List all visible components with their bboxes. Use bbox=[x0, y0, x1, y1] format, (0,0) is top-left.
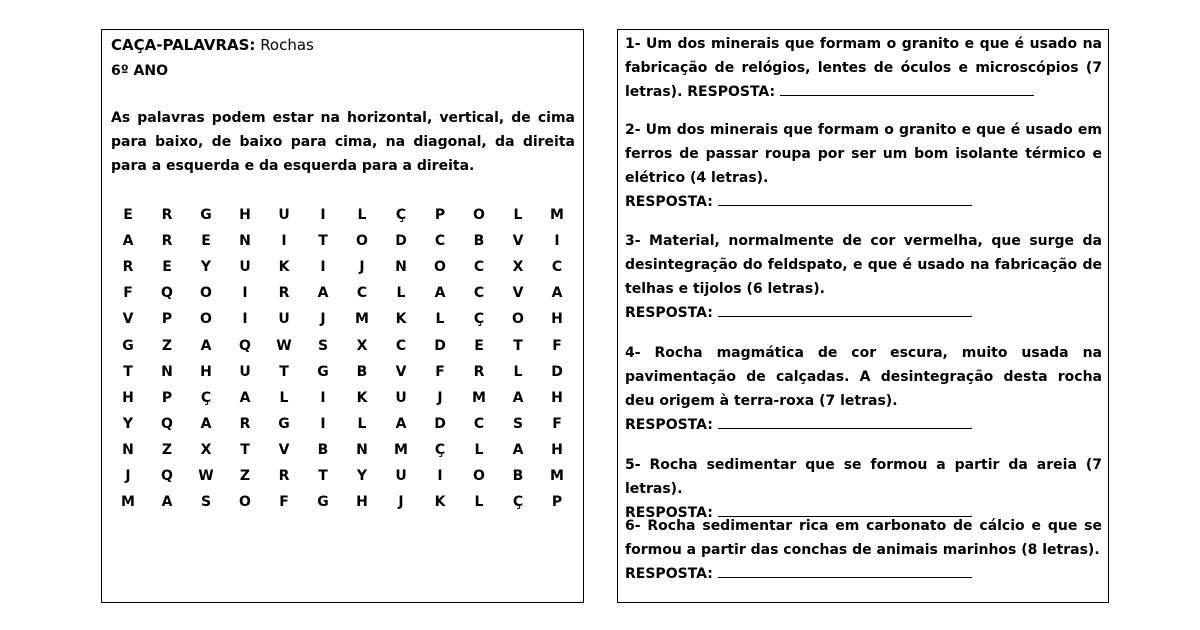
grid-letter[interactable]: V bbox=[395, 364, 407, 380]
grid-letter[interactable]: E bbox=[162, 259, 172, 275]
grid-letter[interactable]: A bbox=[200, 416, 212, 432]
grid-letter[interactable]: N bbox=[356, 442, 368, 458]
grid-letter[interactable]: W bbox=[276, 338, 292, 354]
title-topic: Rochas bbox=[260, 36, 314, 54]
answer-label: RESPOSTA: bbox=[625, 566, 713, 582]
grid-letter[interactable]: F bbox=[435, 364, 445, 380]
answer-label: RESPOSTA: bbox=[625, 417, 713, 433]
grid-letter[interactable]: Ç bbox=[434, 442, 446, 458]
question-text: 4- Rocha magmática de cor escura, muito usada na pavimentação de calçadas. A desintegração desta rocha deu origem à terra-roxa (7 letras). bbox=[625, 345, 1102, 409]
grid-letter[interactable]: O bbox=[434, 259, 446, 275]
grid-letter[interactable]: L bbox=[279, 390, 289, 406]
grid-letter[interactable]: R bbox=[278, 468, 290, 484]
grid-letter[interactable]: N bbox=[239, 233, 251, 249]
grid-letter[interactable]: Z bbox=[161, 442, 173, 458]
grid-letter[interactable]: C bbox=[473, 416, 485, 432]
question-text: 5- Rocha sedimentar que se formou a partir da areia (7 letras). bbox=[625, 457, 1102, 497]
grid-letter[interactable]: B bbox=[512, 468, 524, 484]
grid-letter[interactable]: I bbox=[437, 468, 443, 484]
grid-letter[interactable]: L bbox=[435, 311, 445, 327]
grid-letter[interactable]: O bbox=[512, 311, 524, 327]
grid-letter[interactable]: G bbox=[317, 364, 329, 380]
grid-letter[interactable]: M bbox=[550, 468, 564, 484]
grid-letter[interactable]: I bbox=[281, 233, 287, 249]
grid-letter[interactable]: B bbox=[356, 364, 368, 380]
grid-letter[interactable]: O bbox=[473, 468, 485, 484]
grid-letter[interactable]: I bbox=[242, 285, 248, 301]
grid-letter[interactable]: M bbox=[472, 390, 486, 406]
grid-letter[interactable]: T bbox=[123, 364, 133, 380]
grid-letter[interactable]: U bbox=[239, 259, 251, 275]
grid-letter[interactable]: R bbox=[161, 233, 173, 249]
grid-letter[interactable]: Z bbox=[239, 468, 251, 484]
grid-letter[interactable]: P bbox=[161, 311, 173, 327]
grid-letter[interactable]: D bbox=[434, 416, 446, 432]
grid-letter[interactable]: A bbox=[122, 233, 134, 249]
grid-letter[interactable]: U bbox=[278, 311, 290, 327]
grid-letter[interactable]: C bbox=[356, 285, 368, 301]
grid-letter[interactable]: K bbox=[434, 494, 446, 510]
grid-letter[interactable]: A bbox=[239, 390, 251, 406]
answer-label: RESPOSTA: bbox=[625, 305, 713, 321]
grid-letter[interactable]: L bbox=[396, 285, 406, 301]
question-6 bbox=[625, 514, 1102, 586]
grid-letter[interactable]: C bbox=[434, 233, 446, 249]
grid-letter[interactable]: Q bbox=[161, 468, 173, 484]
grid-letter[interactable]: S bbox=[317, 338, 329, 354]
grid-letter[interactable]: A bbox=[512, 442, 524, 458]
question-2 bbox=[625, 118, 1102, 214]
questions-panel bbox=[617, 29, 1109, 603]
grid-letter[interactable]: I bbox=[320, 390, 326, 406]
grid-letter[interactable]: T bbox=[513, 338, 523, 354]
grid-letter[interactable]: A bbox=[434, 285, 446, 301]
grid-letter[interactable]: B bbox=[317, 442, 329, 458]
grid-letter[interactable]: L bbox=[474, 494, 484, 510]
instructions: As palavras podem estar na horizontal, vertical, de cima para baixo, de baixo para cima, na diagonal, da direita para a esquerda e da esquerda para a direita. bbox=[111, 110, 575, 174]
grid-letter[interactable]: V bbox=[122, 311, 134, 327]
grid-letter[interactable]: G bbox=[278, 416, 290, 432]
grid-letter[interactable]: Ç bbox=[473, 311, 485, 327]
grid-letter[interactable]: H bbox=[551, 442, 563, 458]
grid-letter[interactable]: C bbox=[395, 338, 407, 354]
grid-letter[interactable]: J bbox=[437, 390, 443, 406]
grid-letter[interactable]: U bbox=[239, 364, 251, 380]
grid-letter[interactable]: J bbox=[125, 468, 131, 484]
grid-letter[interactable]: V bbox=[512, 233, 524, 249]
grid-letter[interactable]: T bbox=[318, 233, 328, 249]
grid-letter[interactable]: K bbox=[356, 390, 368, 406]
answer-label: RESPOSTA: bbox=[625, 194, 713, 210]
grid-letter[interactable]: P bbox=[551, 494, 563, 510]
grid-letter[interactable]: V bbox=[278, 442, 290, 458]
answer-blank[interactable] bbox=[780, 81, 1034, 96]
grid-letter[interactable]: G bbox=[317, 494, 329, 510]
grid-letter[interactable]: Ç bbox=[512, 494, 524, 510]
grid-letter[interactable]: O bbox=[239, 494, 251, 510]
grid-letter[interactable]: P bbox=[434, 207, 446, 223]
grid-letter[interactable]: D bbox=[551, 364, 563, 380]
grid-letter[interactable]: Q bbox=[161, 285, 173, 301]
grid-letter[interactable]: I bbox=[554, 233, 560, 249]
grid-letter[interactable]: M bbox=[355, 311, 369, 327]
grid-letter[interactable]: Y bbox=[122, 416, 134, 432]
grid-letter[interactable]: K bbox=[395, 311, 407, 327]
grid-letter[interactable]: Q bbox=[239, 338, 251, 354]
grid-letter[interactable]: W bbox=[198, 468, 214, 484]
grid-letter[interactable]: D bbox=[395, 233, 407, 249]
grid-letter[interactable]: G bbox=[122, 338, 134, 354]
worksheet-title bbox=[111, 35, 314, 55]
grid-letter[interactable]: H bbox=[200, 364, 212, 380]
grid-letter[interactable]: R bbox=[122, 259, 134, 275]
grid-letter[interactable]: O bbox=[200, 285, 212, 301]
grid-letter[interactable]: G bbox=[200, 207, 212, 223]
grid-letter[interactable]: H bbox=[551, 311, 563, 327]
grid-letter[interactable]: U bbox=[278, 207, 290, 223]
grid-letter[interactable]: H bbox=[122, 390, 134, 406]
grid-letter[interactable]: P bbox=[161, 390, 173, 406]
grade-label: 6º ANO bbox=[111, 63, 168, 79]
grid-letter[interactable]: L bbox=[513, 364, 523, 380]
grid-letter[interactable]: C bbox=[551, 259, 563, 275]
grid-letter[interactable]: X bbox=[512, 259, 524, 275]
grid-letter[interactable]: I bbox=[320, 259, 326, 275]
grid-letter[interactable]: I bbox=[320, 416, 326, 432]
grid-letter[interactable]: C bbox=[473, 285, 485, 301]
grid-letter[interactable]: B bbox=[473, 233, 485, 249]
grid-letter[interactable]: R bbox=[473, 364, 485, 380]
answer-blank[interactable] bbox=[718, 414, 972, 429]
grid-letter[interactable]: M bbox=[550, 207, 564, 223]
grid-letter[interactable]: J bbox=[359, 259, 365, 275]
grid-letter[interactable]: S bbox=[512, 416, 524, 432]
grid-letter[interactable]: Q bbox=[161, 416, 173, 432]
grid-letter[interactable]: X bbox=[200, 442, 212, 458]
grid-letter[interactable]: H bbox=[551, 390, 563, 406]
question-text: 2- Um dos minerais que formam o granito e que é usado em ferros de passar roupa por ser um bom isolante térmico e elétrico (4 letras). bbox=[625, 122, 1102, 186]
grid-letter[interactable]: R bbox=[278, 285, 290, 301]
grid-letter[interactable]: X bbox=[356, 338, 368, 354]
question-4 bbox=[625, 341, 1102, 437]
grid-letter[interactable]: U bbox=[395, 468, 407, 484]
answer-blank[interactable] bbox=[718, 302, 972, 317]
answer-blank[interactable] bbox=[718, 191, 972, 206]
grid-letter[interactable]: Ç bbox=[200, 390, 212, 406]
grid-letter[interactable]: O bbox=[473, 207, 485, 223]
grid-letter[interactable]: A bbox=[317, 285, 329, 301]
grid-letter[interactable]: F bbox=[123, 285, 133, 301]
grid-letter[interactable]: Z bbox=[161, 338, 173, 354]
grid-letter[interactable]: Ç bbox=[395, 207, 407, 223]
grid-letter[interactable]: F bbox=[279, 494, 289, 510]
question-3 bbox=[625, 229, 1102, 325]
grid-letter[interactable]: E bbox=[201, 233, 211, 249]
grid-letter[interactable]: R bbox=[161, 207, 173, 223]
grid-letter[interactable]: A bbox=[512, 390, 524, 406]
grid-letter[interactable]: K bbox=[278, 259, 290, 275]
grid-letter[interactable]: M bbox=[394, 442, 408, 458]
grid-letter[interactable]: L bbox=[357, 416, 367, 432]
grid-letter[interactable]: V bbox=[512, 285, 524, 301]
grid-letter[interactable]: N bbox=[122, 442, 134, 458]
grid-letter[interactable]: E bbox=[123, 207, 133, 223]
grid-letter[interactable]: A bbox=[161, 494, 173, 510]
grid-letter[interactable]: T bbox=[240, 442, 250, 458]
grid-letter[interactable]: A bbox=[551, 285, 563, 301]
grid-letter[interactable]: U bbox=[395, 390, 407, 406]
grid-letter[interactable]: A bbox=[200, 338, 212, 354]
question-text: 1- Um dos minerais que formam o granito e que é usado na fabricação de relógios, lentes de óculos e microscópios (7 letras). bbox=[625, 36, 1102, 100]
grid-letter[interactable]: D bbox=[434, 338, 446, 354]
grid-letter[interactable]: L bbox=[357, 207, 367, 223]
title-prefix: CAÇA-PALAVRAS: bbox=[111, 36, 256, 54]
grid-letter[interactable]: O bbox=[356, 233, 368, 249]
grid-letter[interactable]: N bbox=[395, 259, 407, 275]
grid-letter[interactable]: H bbox=[239, 207, 251, 223]
answer-blank[interactable] bbox=[718, 563, 972, 578]
grid-letter[interactable]: C bbox=[473, 259, 485, 275]
grid-letter[interactable]: E bbox=[474, 338, 484, 354]
grid-letter[interactable]: Y bbox=[356, 468, 368, 484]
grid-letter[interactable]: L bbox=[474, 442, 484, 458]
answer-label: RESPOSTA: bbox=[687, 84, 776, 100]
grid-letter[interactable]: A bbox=[395, 416, 407, 432]
question-1 bbox=[625, 32, 1102, 104]
grid-letter[interactable]: T bbox=[318, 468, 328, 484]
grid-letter[interactable]: J bbox=[398, 494, 404, 510]
question-text: 6- Rocha sedimentar rica em carbonato de cálcio e que se formou a partir das conchas de animais marinhos (8 letras). bbox=[625, 518, 1102, 558]
grid-letter[interactable]: J bbox=[320, 311, 326, 327]
grid-letter[interactable]: Y bbox=[200, 259, 212, 275]
grid-letter[interactable]: L bbox=[513, 207, 523, 223]
grid-letter[interactable]: I bbox=[242, 311, 248, 327]
answer-label: RESPOSTA: bbox=[625, 505, 713, 521]
grid-letter[interactable]: F bbox=[552, 416, 562, 432]
grid-letter[interactable]: N bbox=[161, 364, 173, 380]
word-search-panel bbox=[101, 29, 584, 603]
grid-letter[interactable]: F bbox=[552, 338, 562, 354]
grid-letter[interactable]: S bbox=[200, 494, 212, 510]
grid-letter[interactable]: M bbox=[121, 494, 135, 510]
grid-letter[interactable]: T bbox=[279, 364, 289, 380]
grid-letter[interactable]: R bbox=[239, 416, 251, 432]
grid-letter[interactable]: H bbox=[356, 494, 368, 510]
grid-letter[interactable]: O bbox=[200, 311, 212, 327]
question-text: 3- Material, normalmente de cor vermelha, que surge da desintegração do feldspato, e que é usado na fabricação de telhas e tijolos (6 letras). bbox=[625, 233, 1102, 297]
grid-letter[interactable]: I bbox=[320, 207, 326, 223]
